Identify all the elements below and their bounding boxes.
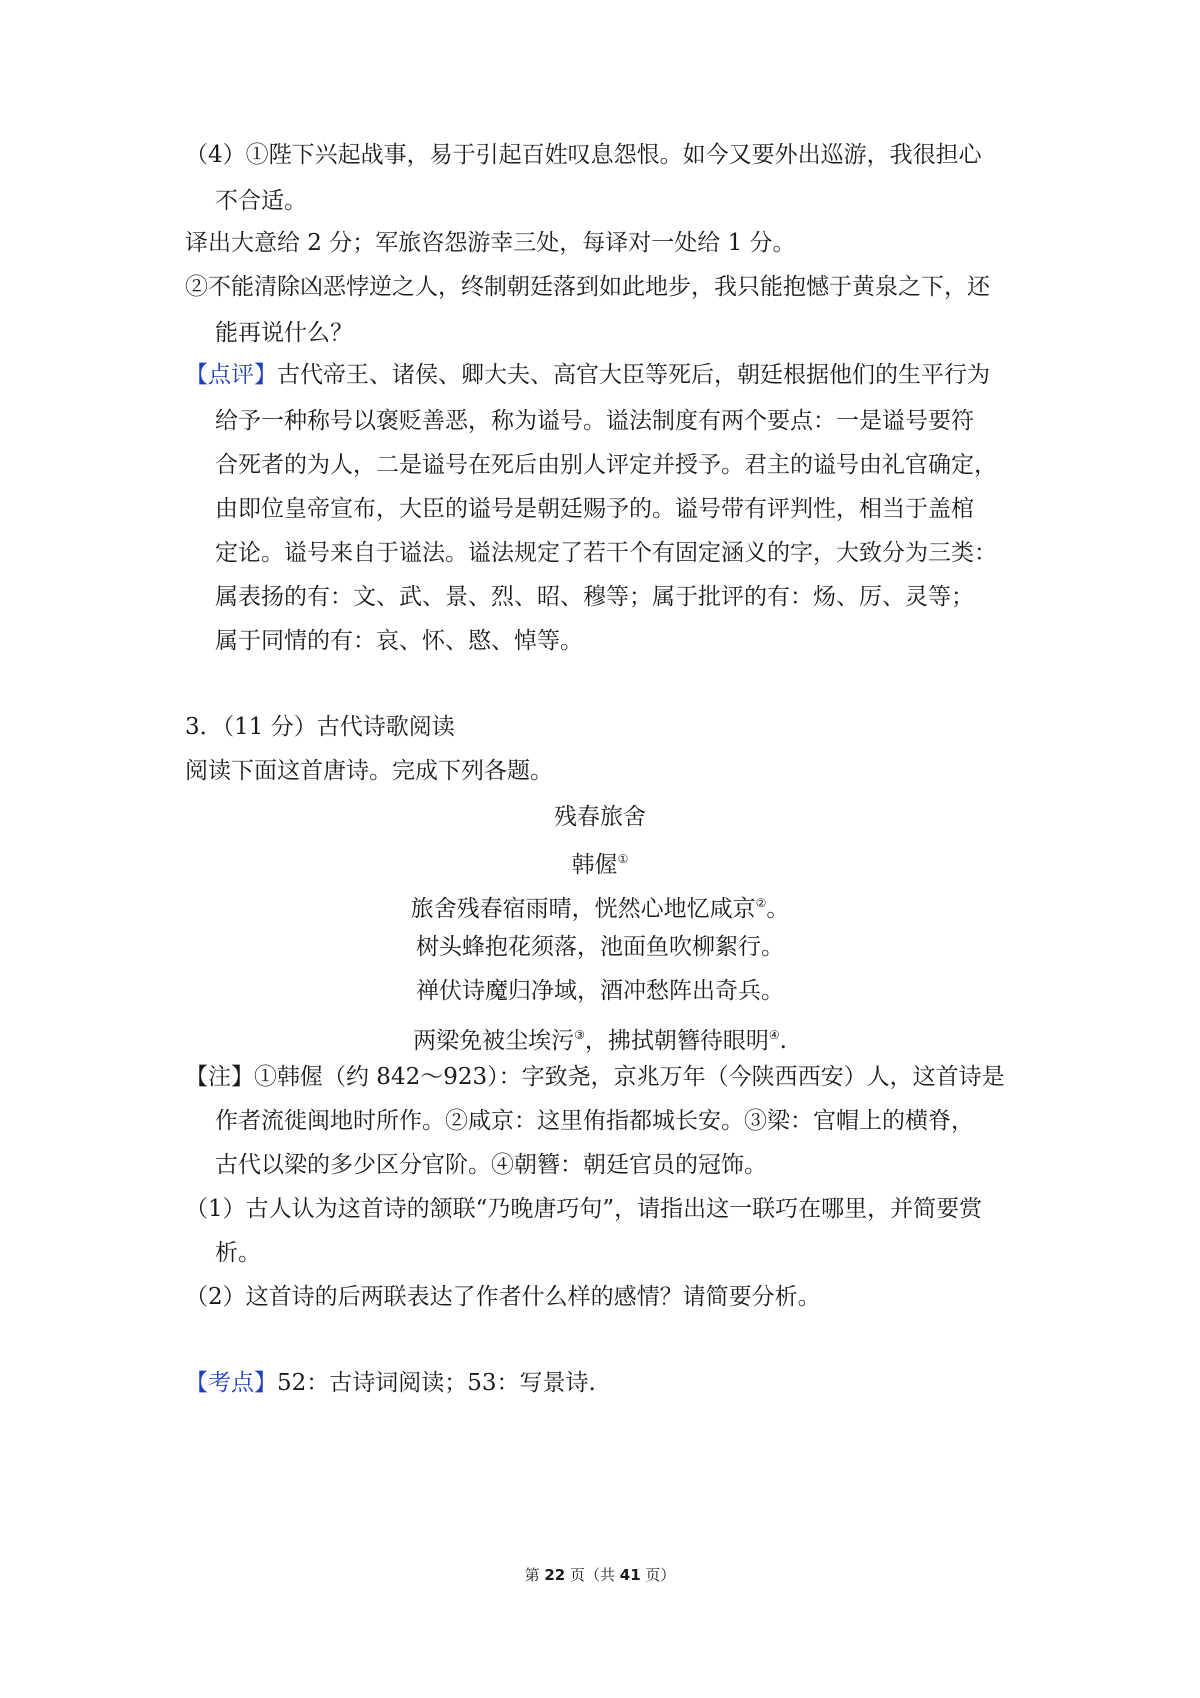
- notes-line2: 作者流徙闽地时所作。②咸京：这里侑指都城长安。③梁：官帽上的横脊，: [215, 1108, 974, 1134]
- kaodian-tag: 【考点】: [185, 1370, 277, 1396]
- kaodian-text: 52：古诗词阅读；53：写景诗.: [277, 1370, 596, 1396]
- comment-line5: 定论。谥号来自于谥法。谥法规定了若干个有固定涵义的字，大致分为三类：: [215, 540, 997, 566]
- total-pages: 41: [619, 1566, 641, 1584]
- page-number: 22: [544, 1566, 566, 1584]
- poem-verse-3: 禅伏诗魔归净域，酒冲愁阵出奇兵。: [416, 978, 784, 1004]
- question3-heading: 3．（11 分）古代诗歌阅读: [185, 714, 455, 740]
- verse1-footnote-mark: ②: [755, 896, 767, 910]
- sub-question-1-line1: （1）古人认为这首诗的颔联“乃晚唐巧句”，请指出这一联巧在哪里，并简要赏: [185, 1196, 983, 1222]
- sub-question-2: （2）这首诗的后两联表达了作者什么样的感情？请简要分析。: [185, 1284, 821, 1310]
- comment-tag: 【点评】: [185, 362, 277, 388]
- answer4-line4: ②不能清除凶恶悖逆之人，终制朝廷落到如此地步，我只能抱憾于黄泉之下，还: [185, 274, 990, 300]
- answer4-line2: 不合适。: [215, 188, 307, 214]
- notes-line3: 古代以梁的多少区分官阶。④朝簪：朝廷官员的冠饰。: [215, 1152, 767, 1178]
- verse4-footnote-mark-2: ④: [768, 1028, 780, 1042]
- verse4-end: .: [779, 1028, 787, 1054]
- comment-line6: 属表扬的有：文、武、景、烈、昭、穆等；属于批评的有：炀、厉、灵等；: [215, 584, 974, 610]
- kaodian-line: [185, 1360, 596, 1406]
- notes-line1: 【注】①韩偓（约 842～923）：字致尧，京兆万年（今陕西西安）人，这首诗是: [185, 1064, 1005, 1090]
- comment-line2: 给予一种称号以褒贬善恶，称为谥号。谥法制度有两个要点：一是谥号要符: [215, 408, 974, 434]
- question3-instruction: 阅读下面这首唐诗。完成下列各题。: [185, 758, 553, 784]
- page-footer: [0, 1564, 1200, 1585]
- comment-line7: 属于同情的有：哀、怀、愍、悼等。: [215, 628, 583, 654]
- footer-middle: 页（共: [565, 1566, 620, 1584]
- author-footnote-mark: ①: [617, 852, 629, 866]
- poem-author-name: 韩偓: [571, 852, 618, 878]
- sub-question-1-line2: 析。: [215, 1240, 261, 1266]
- answer4-line5: 能再说什么？: [215, 320, 353, 346]
- answer4-line3: 译出大意给 2 分；军旅咨怨游幸三处，每译对一处给 1 分。: [185, 230, 796, 256]
- verse4-text-b: ，拂拭朝簪待眼明: [584, 1028, 769, 1054]
- verse1-end: 。: [766, 896, 790, 922]
- verse4-footnote-mark-1: ③: [574, 1028, 585, 1042]
- poem-verse-2: 树头蜂抱花须落，池面鱼吹柳絮行。: [416, 934, 784, 960]
- comment-line1: [185, 352, 990, 398]
- footer-suffix: 页）: [640, 1566, 676, 1584]
- footer-prefix: 第: [524, 1566, 545, 1584]
- verse4-text-a: 两梁免被尘埃污: [413, 1028, 575, 1054]
- comment-line3: 合死者的为人，二是谥号在死后由别人评定并授予。君主的谥号由礼官确定，: [215, 452, 997, 478]
- comment-line4: 由即位皇帝宣布，大臣的谥号是朝廷赐予的。谥号带有评判性，相当于盖棺: [215, 496, 974, 522]
- comment-text: 古代帝王、诸侯、卿大夫、高官大臣等死后，朝廷根据他们的生平行为: [277, 362, 990, 388]
- answer4-line1: （4）①陛下兴起战事，易于引起百姓叹息怨恨。如今又要外出巡游，我很担心: [185, 142, 982, 168]
- poem-title: 残春旅舍: [554, 804, 646, 830]
- verse1-text: 旅舍残春宿雨晴，恍然心地忆咸京: [410, 896, 756, 922]
